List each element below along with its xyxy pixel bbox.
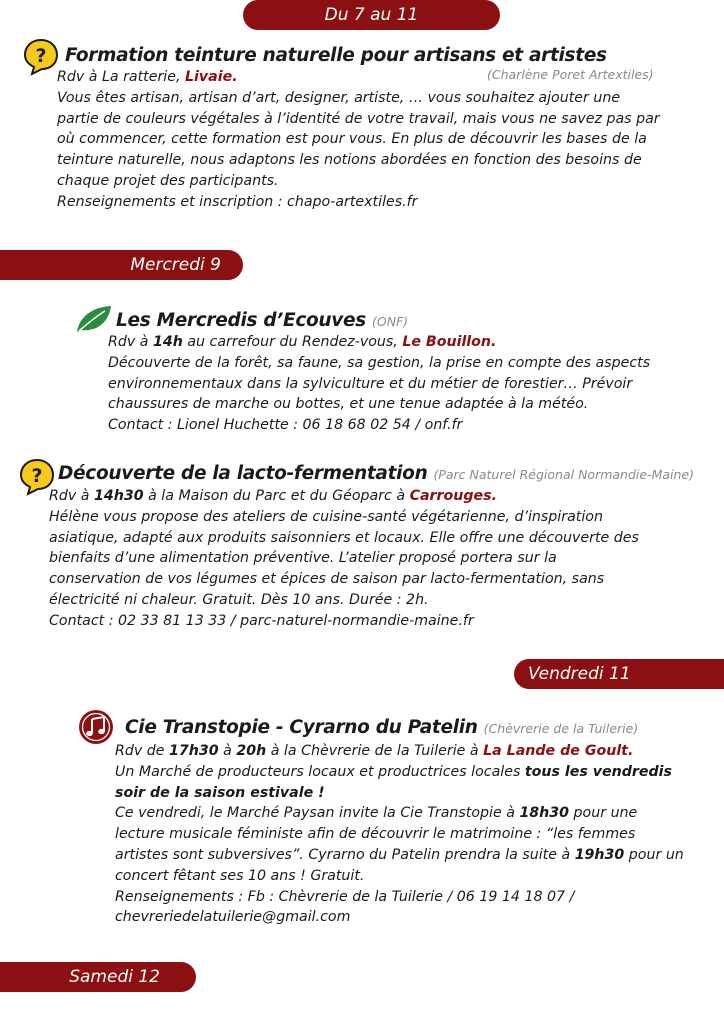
event-rdv-line (49, 486, 639, 507)
event-description (115, 741, 684, 928)
event-organizer: (ONF) (372, 314, 409, 329)
description-line: chaussures de marche ou bottes, et une tenue adaptée à la météo. (108, 396, 589, 413)
description-text: artistes sont subversives”. Cyrarno du Patelin prendra la suite à (115, 846, 571, 863)
description-text: Ce vendredi, le Marché Paysan invite la Cie Transtopie à (115, 805, 515, 822)
description-line: conservation de vos légumes et épices de saison par lacto-fermentation, sans (49, 571, 605, 588)
description-line: bienfaits d’une alimentation préventive. L’atelier proposé portera sur la (49, 550, 557, 567)
description-line: concert fêtant ses 10 ans ! Gratuit. (115, 867, 365, 884)
rdv-text: Rdv à (49, 488, 90, 504)
event-time: 14h30 (93, 488, 144, 504)
rdv-text: à la Chèvrerie de la Tuilerie à (270, 743, 479, 759)
event-contact: Renseignements et inscription : chapo-artextiles.fr (57, 193, 418, 210)
description-line (115, 803, 684, 824)
description-text: Un Marché de producteurs locaux et productrices locales (115, 763, 521, 780)
date-banner-label: Du 7 au 11 (324, 5, 419, 25)
event-rdv-line (115, 741, 684, 762)
rdv-text: à (223, 743, 232, 759)
date-banner-label: Mercredi 9 (130, 255, 221, 275)
event-time-start: 17h30 (169, 743, 219, 759)
description-line: où commencer, cette formation est pour vous. En plus de découvrir les bases de la (57, 131, 647, 148)
event-time: 18h30 (519, 805, 570, 822)
event-contact: Renseignements : Fb : Chèvrerie de la Tuilerie / 06 19 14 18 07 / (115, 888, 575, 905)
event-time: 14h (152, 334, 183, 350)
svg-text:?: ? (31, 465, 43, 487)
description-text: pour une (573, 805, 638, 822)
event-contact: Contact : Lionel Huchette : 06 18 68 02 54 / onf.fr (108, 417, 463, 434)
date-banner-vendredi-11 (514, 659, 724, 689)
description-text: pour un (628, 846, 684, 863)
description-line (115, 783, 684, 804)
event-organizer: (Charlène Poret Artextiles) (487, 67, 654, 82)
date-banner-label: Samedi 12 (69, 967, 160, 987)
rdv-text: au carrefour du Rendez-vous, (187, 334, 398, 350)
question-bubble-icon (23, 38, 59, 76)
description-line: Vous êtes artisan, artisan d’art, designer, artiste, … vous souhaitez ajouter une (57, 89, 621, 106)
description-emphasis: soir de la saison estivale ! (115, 784, 325, 801)
description-line: asiatique, adapté aux produits saisonniers et locaux. Elle offre une découverte des (49, 529, 639, 546)
event-place: Livaie. (185, 69, 238, 85)
leaf-icon (75, 304, 113, 334)
event-rdv-line (108, 332, 650, 353)
event-description (57, 67, 660, 213)
event-organizer: (Chèvrerie de la Tuilerie) (483, 721, 639, 736)
event-organizer: (Parc Naturel Régional Normandie-Maine) (433, 467, 694, 482)
description-line: chaque projet des participants. (57, 172, 279, 189)
rdv-text: Rdv à (108, 334, 149, 350)
date-banner-du-7-au-11 (243, 0, 500, 30)
date-banner-mercredi-9 (0, 250, 243, 280)
event-title (58, 463, 694, 484)
description-line (115, 845, 684, 866)
description-line: électricité ni chaleur. Gratuit. Dès 10 ans. Durée : 2h. (49, 591, 429, 608)
svg-text:?: ? (35, 45, 47, 67)
rdv-text: Rdv à La ratterie, (57, 69, 181, 85)
event-description (108, 332, 650, 436)
description-line: partie de couleurs végétales à l’identité de votre travail, mais vous ne savez pas par (57, 110, 660, 127)
event-time: 19h30 (574, 846, 625, 863)
date-banner-samedi-12 (0, 962, 196, 992)
description-emphasis: tous les vendredis (524, 763, 672, 780)
event-contact: Contact : 02 33 81 13 33 / parc-naturel-normandie-maine.fr (49, 612, 474, 629)
music-note-icon (78, 709, 114, 745)
description-line: Découverte de la forêt, sa faune, sa gestion, la prise en compte des aspects (108, 354, 651, 371)
description-line: teinture naturelle, nous adaptons les notions abordées en fonction des besoins de (57, 152, 642, 169)
event-title-text: Les Mercredis d’Ecouves (116, 310, 367, 331)
event-description (49, 486, 639, 632)
rdv-text: à la Maison du Parc et du Géoparc à (148, 488, 406, 504)
description-line (115, 762, 684, 783)
event-time-end: 20h (236, 743, 267, 759)
event-title-text: Découverte de la lacto-fermentation (58, 463, 428, 484)
rdv-text: Rdv de (115, 743, 165, 759)
description-line: environnementaux dans la sylviculture et du métier de forestier… Prévoir (108, 375, 633, 392)
event-place: Le Bouillon. (402, 334, 497, 350)
description-line: lecture musicale féministe afin de découvrir le matrimoine : “les femmes (115, 826, 636, 843)
event-place: La Lande de Goult. (483, 743, 634, 759)
event-title-text: Cie Transtopie - Cyrarno du Patelin (125, 717, 478, 738)
event-title: Formation teinture naturelle pour artisans et artistes (65, 45, 607, 66)
event-rdv-line (57, 67, 660, 88)
date-banner-label: Vendredi 11 (528, 664, 631, 684)
description-line: Hélène vous propose des ateliers de cuisine-santé végétarienne, d’inspiration (49, 508, 603, 525)
event-place: Carrouges. (409, 488, 498, 504)
event-title (116, 310, 408, 331)
event-title (125, 717, 638, 738)
event-contact-email: chevreriedelatuilerie@gmail.com (115, 909, 351, 926)
